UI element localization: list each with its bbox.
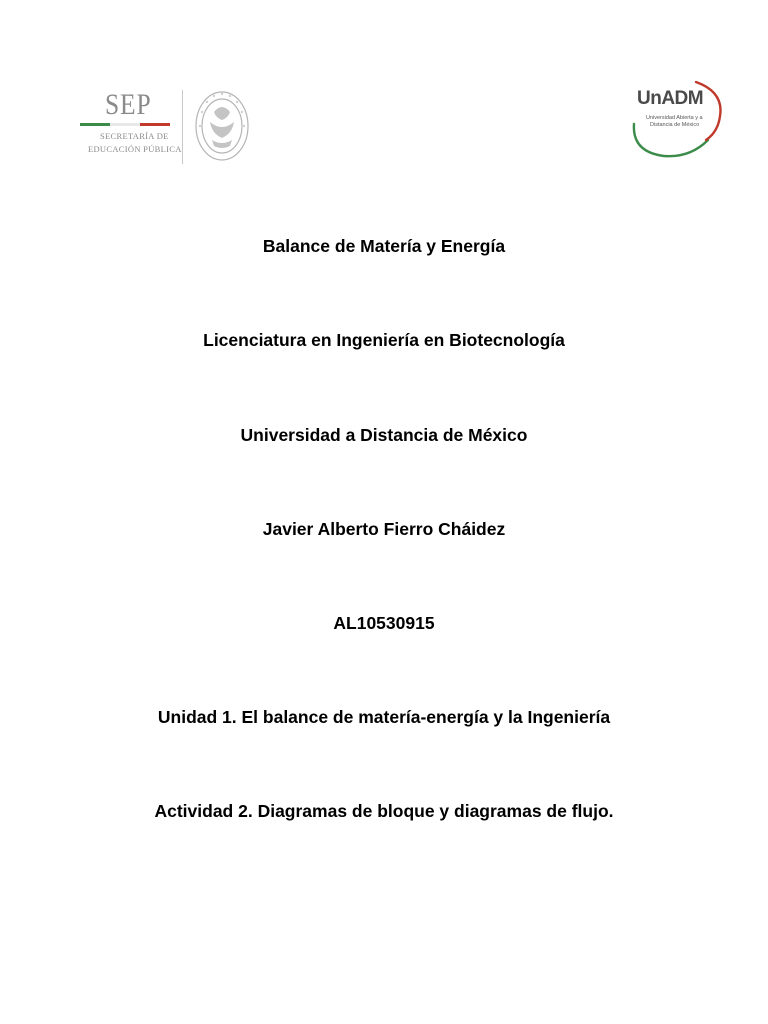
degree-program: Licenciatura en Ingeniería en Biotecnología (203, 330, 565, 350)
subject-title: Balance de Matería y Energía (262, 236, 506, 256)
unit-title: Unidad 1. El balance de matería-energía y la Ingeniería (157, 707, 611, 727)
unadm-subtitle-2: Distancia de México (650, 122, 700, 128)
student-id: AL10530915 (333, 613, 435, 633)
unadm-logo (626, 78, 726, 160)
university-name: Universidad a Distancia de México (240, 425, 528, 445)
sep-divider (182, 90, 183, 164)
sep-subtitle-2: EDUCACIÓN PÚBLICA (88, 144, 182, 154)
mexico-seal-icon (192, 82, 252, 166)
activity-title: Actividad 2. Diagramas de bloque y diagramas de flujo. (154, 801, 614, 821)
unadm-subtitle-1: Universidad Abierta y a (646, 115, 703, 121)
unadm-logo-text: UnADM (637, 88, 704, 109)
sep-logo (76, 80, 256, 166)
sep-logo-text: SEP (105, 88, 152, 121)
student-name: Javier Alberto Fierro Cháidez (262, 519, 506, 539)
sep-subtitle-1: SECRETARÍA DE (100, 131, 169, 141)
sep-flag-bar (80, 123, 170, 126)
